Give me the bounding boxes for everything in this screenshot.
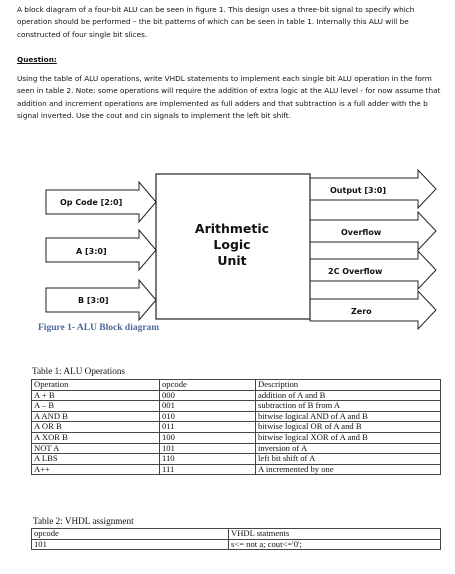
table-cell: 111 — [160, 464, 256, 475]
table-cell: NOT A — [32, 443, 160, 454]
question-body: Using the table of ALU operations, write VHDL statements to implement each single bit ALU operation in the form seen in table 2. Note: some operations will require the addition of extra logic at the ALU level - for now assume that addition and increment operations are implemented as full adders and that subtraction is a full adder with the b signal inverted. Use the cout and cin signals to implement the left bit shift. — [17, 74, 441, 120]
zero-label: Zero — [351, 307, 372, 316]
header-cell: opcode — [160, 380, 256, 391]
table-cell: inversion of A — [256, 443, 441, 454]
table-cell: A OR B — [32, 422, 160, 433]
table-header-row — [32, 529, 441, 540]
table-cell: bitwise logical OR of A and B — [256, 422, 441, 433]
table-row — [32, 454, 441, 465]
table-cell: A XOR B — [32, 432, 160, 443]
table-cell: addition of A and B — [256, 390, 441, 401]
table-cell: 011 — [160, 422, 256, 433]
table-cell: left bit shift of A — [256, 454, 441, 465]
table-row — [32, 443, 441, 454]
table-row — [32, 432, 441, 443]
table-row — [32, 539, 441, 550]
alu-title-line2: Logic — [213, 237, 251, 252]
alu-operations-table — [31, 379, 441, 475]
zero-arrow — [310, 291, 436, 329]
table-row — [32, 401, 441, 412]
table-cell: 100 — [160, 432, 256, 443]
opcode-label: Op Code [2:0] — [60, 198, 123, 207]
table-cell: subtraction of B from A — [256, 401, 441, 412]
vhdl-assignment-table — [31, 528, 441, 550]
table-cell: 101 — [160, 443, 256, 454]
table2-caption: Table 2: VHDL assignment — [33, 516, 134, 526]
table-cell: s<= not a; cout<='0'; — [229, 539, 441, 550]
table-row — [32, 411, 441, 422]
header-cell: opcode — [32, 529, 229, 540]
alu-title-line3: Unit — [217, 253, 247, 268]
table-cell: 001 — [160, 401, 256, 412]
table-cell: 101 — [32, 539, 229, 550]
table-cell: A – B — [32, 401, 160, 412]
table-row — [32, 422, 441, 433]
2c-overflow-label: 2C Overflow — [328, 267, 383, 276]
table-cell: bitwise logical XOR of A and B — [256, 432, 441, 443]
b-label: B [3:0] — [78, 296, 109, 305]
header-cell: Description — [256, 380, 441, 391]
table-row — [32, 464, 441, 475]
table-cell: A++ — [32, 464, 160, 475]
header-cell: Operation — [32, 380, 160, 391]
overflow-label: Overflow — [341, 228, 382, 237]
intro-paragraph: A block diagram of a four-bit ALU can be seen in figure 1. This design uses a three-bit signal to specify which operation should be performed – the bit patterns of which can be seen in table 1. Internally this ALU will be constructed of four single bit slices. — [17, 5, 415, 39]
a-label: A [3:0] — [76, 247, 107, 256]
table-cell: 000 — [160, 390, 256, 401]
table-row — [32, 390, 441, 401]
table-cell: A LBS — [32, 454, 160, 465]
table-cell: 010 — [160, 411, 256, 422]
figure-caption: Figure 1- ALU Block diagram — [38, 323, 160, 333]
table-cell: bitwise logical AND of A and B — [256, 411, 441, 422]
table-header-row — [32, 380, 441, 391]
table-cell: A incremented by one — [256, 464, 441, 475]
header-cell: VHDL statments — [229, 529, 441, 540]
output-label: Output [3:0] — [330, 186, 386, 195]
question-heading: Question: — [17, 55, 57, 64]
table-cell: A + B — [32, 390, 160, 401]
table-cell: A AND B — [32, 411, 160, 422]
alu-title-line1: Arithmetic — [194, 221, 270, 236]
table1-caption: Table 1: ALU Operations — [32, 366, 125, 376]
table-cell: 110 — [160, 454, 256, 465]
